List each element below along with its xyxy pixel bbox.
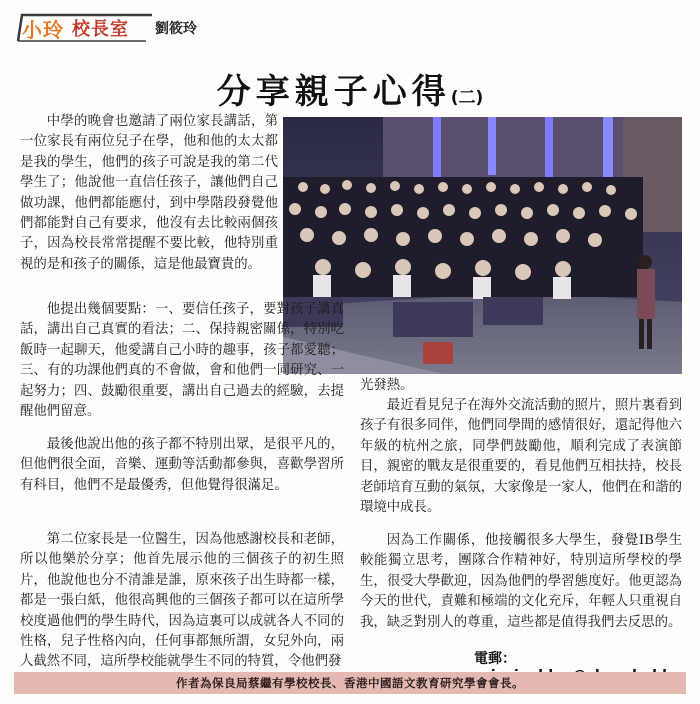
column-badge	[14, 11, 137, 45]
article-paragraph: 第二位家長是一位醫生，因為他感謝校長和老師，所以他樂於分享；他首先展示他的三個孩子的初生照片，他說他也分不清誰是誰，原來孩子出生時都一樣，都是一張白紙，他很高興他的三個孩子都可以在這所學校度過他們的學生時代，因為這裏可以成就各人不同的性格，兒子性格內向，任何事都無所謂，女兒外向，兩人截然不同，這所學校能就學生不同的特質，令他們發	[20, 532, 344, 670]
article-title: 分享親子心得	[216, 72, 451, 112]
article-title-suffix: (二)	[450, 88, 484, 108]
author-bio: 作者為保良局蔡繼有學校校長、香港中國語文教育研究學會會長。	[176, 676, 524, 690]
column-name-secondary: 校長室	[72, 19, 129, 40]
author-name: 劉筱玲	[155, 21, 197, 37]
author-bio-band	[14, 672, 686, 694]
article-paragraph: 最後他說出他的孩子都不特別出眾，是很平凡的，但他們很全面，音樂、運動等活動都參與，喜歡學習所有科目，他們不是最優秀，但他覺得很滿足。	[20, 437, 344, 493]
article-paragraph: 最近看見兒子在海外交流活動的照片，照片裏看到孩子有很多同伴，他們同學間的感情很好，還記得他六年級的杭州之旅，同學們鼓勵他，順利完成了表演節目，親密的戰友是很重要的，看見他們互相扶持，校長老師培育互動的氣氛，大家像是一家人，他們在和諧的環境中成長。	[360, 398, 682, 516]
email-label: 電郵：	[474, 651, 516, 667]
article-title-block	[0, 64, 700, 113]
article-paragraph: 他提出幾個要點：一、要信任孩子，要對孩子講真話，講出自己真實的看法；二、保持親密關係，特別吃飯時一起聊天，他愛講自己小時的趣事，孩子都愛聽；三、有的功課他們真的不會做，會和他們一同研究、一起努力；四、鼓勵很重要，講出自己過去的經驗，去提醒他們留意。	[20, 302, 344, 420]
column-name-primary: 小玲	[22, 17, 64, 42]
article-paragraph: 中學的晚會也邀請了兩位家長講話，第一位家長有兩位兒子在學，他和他的太太都是我的學生，他們的孩子可說是我的第二代學生了；他說他一直信任孩子，讓他們自己做功課，他們都能應付，到中學階段發覺他們都能對自己有要求，他沒有去比較兩個孩子，因為校長常常提醒不要比較，他特別重視的是和孩子的關係，這是他最寶貴的。	[20, 114, 278, 272]
article-paragraph-continuation: 光發熱。	[360, 378, 414, 393]
article-paragraph: 因為工作關係，他接觸很多大學生，發覺IB學生較能獨立思考，團隊合作精神好，特別這所學校的學生，很受大學歡迎，因為他們的學習態度好。他更認為今天的世代，責難和極端的文化充斥，年輕人只重視自我，缺乏對別人的尊重，這些都是值得我們去反思的。	[360, 533, 682, 630]
column-header	[14, 8, 197, 48]
